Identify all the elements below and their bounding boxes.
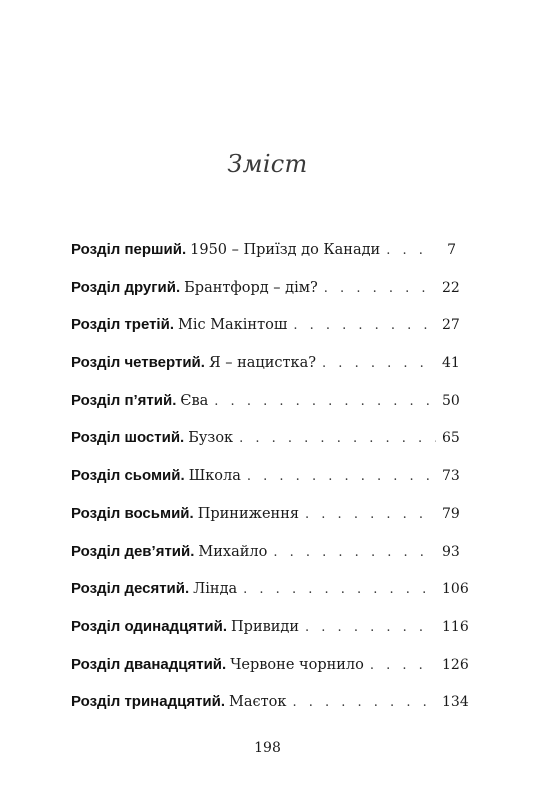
dot-leader <box>386 241 436 261</box>
dot-leader <box>247 467 436 487</box>
toc-entry: Розділ п’ятий . Єва . . . 50 <box>71 391 456 429</box>
chapter-label: Розділ одинадцятий <box>71 617 223 635</box>
dot-leader <box>324 279 436 299</box>
page-number: 27 <box>442 317 460 334</box>
toc-entry: Розділ третій . Міс Макінтош . . . 27 <box>71 315 456 353</box>
chapter-label: Розділ другий <box>71 278 176 296</box>
dot-leader <box>243 580 436 600</box>
dot-leader <box>214 392 436 412</box>
chapter-title: Маєток <box>229 694 287 711</box>
chapter-title: Брантфорд – дім? <box>184 279 318 296</box>
toc-entry: Розділ десятий . Лінда . . . 106 <box>71 579 456 617</box>
toc-entry: Розділ тринадцятий . Маєток . . . 134 <box>71 692 456 730</box>
page-number: 22 <box>442 279 460 296</box>
page-number: 106 <box>442 581 469 598</box>
chapter-label: Розділ шостий <box>71 429 181 447</box>
chapter-title: Приниження <box>197 505 300 522</box>
chapter-title: Лінда <box>193 581 238 598</box>
page-number: 50 <box>442 392 460 409</box>
toc-entry: Розділ одинадцятий . Привиди . . . 116 <box>71 617 456 655</box>
dot-leader <box>273 543 436 563</box>
page-folio: 198 <box>254 740 281 756</box>
chapter-label: Розділ десятий <box>71 580 185 598</box>
dot-leader <box>292 693 436 713</box>
toc-entry: Розділ восьмий . Приниження . . . 79 <box>71 504 456 542</box>
toc-entry: Розділ шостий . Бузок . . . 65 <box>71 428 456 466</box>
chapter-label: Розділ перший <box>71 241 182 258</box>
chapter-label: Розділ четвертий <box>71 354 201 372</box>
chapter-title: Привиди <box>231 618 300 635</box>
page-number: 79 <box>442 505 460 522</box>
page-number: 65 <box>442 430 460 447</box>
chapter-title: Міс Макінтош <box>178 317 288 334</box>
chapter-title: 1950 – Приїзд до Канади <box>190 242 381 258</box>
chapter-label: Розділ дванадцятий <box>71 655 223 673</box>
chapter-label: Розділ сьомий <box>71 467 181 485</box>
chapter-title: Бузок <box>188 430 234 447</box>
page-number: 41 <box>442 355 460 372</box>
page-number: 134 <box>442 694 469 711</box>
chapter-label: Розділ тринадцятий <box>71 693 221 711</box>
chapter-label: Розділ восьмий <box>71 504 190 522</box>
dot-leader <box>305 505 436 525</box>
toc-entry: Розділ сьомий . Школа . . . 73 <box>71 466 456 504</box>
chapter-title: Я – нацистка? <box>208 355 317 372</box>
dot-leader <box>370 656 436 676</box>
chapter-label: Розділ третій <box>71 316 170 334</box>
page-number: 93 <box>442 543 460 560</box>
table-of-contents <box>71 240 469 730</box>
toc-entry: Розділ дев’ятий . Михайло . . . 93 <box>71 542 456 580</box>
chapter-title: Михайло <box>198 543 268 560</box>
page-title: Зміст <box>227 150 308 178</box>
dot-leader <box>322 354 436 374</box>
chapter-label: Розділ дев’ятий <box>71 542 191 560</box>
page-number: 7 <box>447 242 456 258</box>
page-number: 126 <box>442 656 469 673</box>
chapter-label: Розділ п’ятий <box>71 391 173 409</box>
dot-leader <box>305 618 436 638</box>
toc-entry: Розділ перший . 1950 – Приїзд до Канади . . . 7 <box>71 240 456 278</box>
chapter-title: Школа <box>188 468 241 485</box>
dot-leader <box>239 429 436 449</box>
toc-entry: Розділ четвертий . Я – нацистка? . . . 41 <box>71 353 456 391</box>
toc-entry: Розділ дванадцятий . Червоне чорнило . . . 126 <box>71 655 456 693</box>
chapter-title: Червоне чорнило <box>230 656 364 673</box>
toc-entry: Розділ другий . Брантфорд – дім? . . . 22 <box>71 278 456 316</box>
dot-leader <box>293 316 436 336</box>
page-number: 73 <box>442 468 460 485</box>
page-number: 116 <box>442 618 469 635</box>
chapter-title: Єва <box>180 392 209 409</box>
